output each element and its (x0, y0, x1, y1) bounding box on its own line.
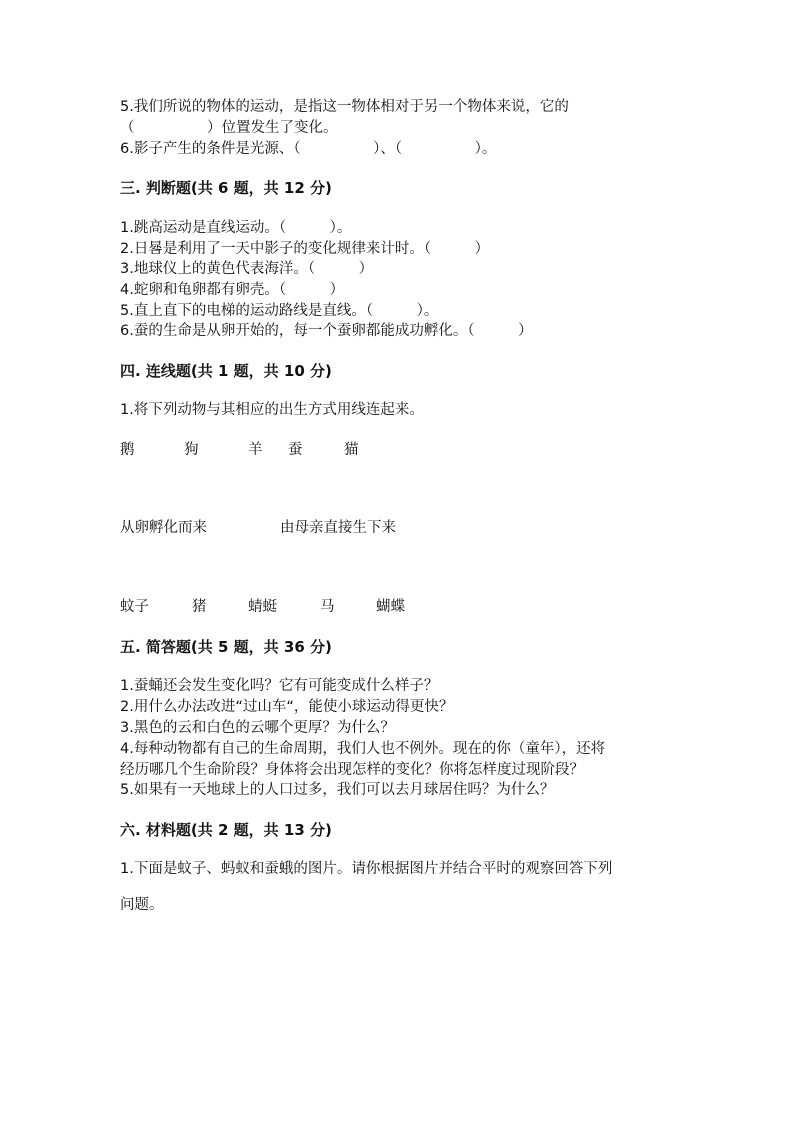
short-answer-2: 2.用什么办法改进“过山车“，能使小球运动得更快？ (120, 699, 454, 715)
short-answer-4-line2: 经历哪几个生命阶段？身体将会出现怎样的变化？你将怎样度过现阶段？ (120, 762, 584, 778)
judge-item-3: 3.地球仪上的黄色代表海洋。（ ） (120, 261, 374, 277)
animal-horse: 马 (320, 599, 335, 615)
animal-silkworm: 蚕 (288, 442, 303, 458)
birth-method-live-birth: 由母亲直接生下来 (280, 520, 396, 536)
animal-dog: 狗 (184, 442, 199, 458)
judge-item-4: 4.蛇卵和龟卵都有卵壳。（ ） (120, 282, 345, 298)
fill-question-5-line1: 5.我们所说的物体的运动，是指这一物体相对于另一个物体来说，它的 (120, 99, 569, 115)
section-heading-material: 六. 材料题(共 2 题，共 13 分) (120, 821, 332, 839)
birth-method-row (120, 518, 440, 538)
material-question-1-line1: 1.下面是蚊子、蚂蚁和蚕蛾的图片。请你根据图片并结合平时的观察回答下列 (120, 861, 613, 877)
birth-method-hatched: 从卵孵化而来 (120, 520, 207, 536)
judge-item-5: 5.直上直下的电梯的运动路线是直线。（ ）。 (120, 303, 439, 319)
animal-cat: 猫 (344, 442, 359, 458)
animal-dragonfly: 蜻蜓 (248, 599, 277, 615)
animal-pig: 猪 (192, 599, 207, 615)
judge-item-2: 2.日晷是利用了一天中影子的变化规律来计时。（ ） (120, 241, 490, 257)
bottom-animal-row (120, 597, 440, 617)
judge-item-6: 6.蚕的生命是从卵开始的，每一个蚕卵都能成功孵化。（ ） (120, 323, 533, 339)
fill-question-6: 6.影子产生的条件是光源、（ ）、（ ）。 (120, 141, 497, 157)
animal-sheep: 羊 (248, 442, 263, 458)
section-heading-matching: 四. 连线题(共 1 题，共 10 分) (120, 362, 332, 380)
short-answer-3: 3.黑色的云和白色的云哪个更厚？为什么？ (120, 720, 395, 736)
judge-item-1: 1.跳高运动是直线运动。（ ）。 (120, 220, 352, 236)
matching-question-1: 1.将下列动物与其相应的出生方式用线连起来。 (120, 402, 424, 418)
top-animal-row (120, 440, 420, 460)
short-answer-1: 1.蚕蛹还会发生变化吗？它有可能变成什么样子？ (120, 678, 439, 694)
animal-goose: 鹅 (120, 442, 135, 458)
animal-butterfly: 蝴蝶 (376, 599, 405, 615)
material-question-1-line2: 问题。 (120, 897, 164, 913)
section-heading-short-answer: 五. 简答题(共 5 题，共 36 分) (120, 638, 332, 656)
short-answer-4-line1: 4.每种动物都有自己的生命周期，我们人也不例外。现在的你（童年），还将 (120, 741, 606, 757)
short-answer-5: 5.如果有一天地球上的人口过多，我们可以去月球居住吗？为什么？ (120, 782, 555, 798)
section-heading-true-false: 三. 判断题(共 6 题，共 12 分) (120, 179, 332, 197)
animal-mosquito: 蚊子 (120, 599, 149, 615)
fill-question-5-line2: （ ）位置发生了变化。 (120, 120, 338, 136)
